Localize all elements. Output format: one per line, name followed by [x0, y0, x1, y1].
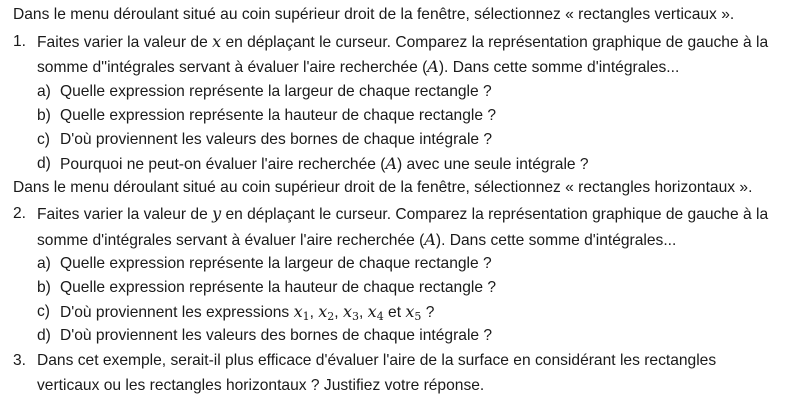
intro-horizontal-text: Dans le menu déroulant situé au coin supérieur droit de la fenêtre, sélectionnez « rectangles horizontaux ». [13, 179, 753, 196]
question-2-number: 2. [13, 205, 27, 222]
question-1a-label: a) [37, 83, 51, 100]
math-var-A: A [424, 230, 436, 249]
question-2b-label: b) [37, 279, 51, 296]
question-2d-text: D'où proviennent les valeurs des bornes de chaque intégrale ? [60, 327, 493, 344]
math-var-A: A [427, 57, 439, 76]
math-x2: $x_2$ [318, 302, 335, 323]
question-2a-text: Quelle expression représente la largeur de chaque rectangle ? [60, 255, 492, 272]
question-1-text-2: somme d''intégrales servant à évaluer l'aire recherchée (A). Dans cette somme d'intégrales... [37, 57, 680, 76]
math-var-A: A [385, 154, 398, 173]
question-3-number: 3. [13, 352, 27, 369]
question-3-text-1: Dans cet exemple, serait-il plus efficace d'évaluer l'aire de la surface en considérant les rectangles [37, 352, 717, 369]
question-1b-label: b) [37, 107, 51, 124]
math-var-y: y [212, 204, 222, 223]
math-x1: $x_1$ [293, 302, 310, 323]
question-1c-text: D'où proviennent les valeurs des bornes de chaque intégrale ? [60, 131, 493, 148]
question-1d-text: Pourquoi ne peut-on évaluer l'aire recherchée (A) avec une seule intégrale ? [60, 154, 589, 173]
question-1b-text: Quelle expression représente la hauteur de chaque rectangle ? [60, 107, 497, 124]
question-2c-label: c) [37, 303, 50, 320]
question-2a-label: a) [37, 255, 51, 272]
math-x4: $x_4$ [367, 302, 384, 323]
question-2c-text: D'où proviennent les expressions $x_1$, $x_2$, $x_3$, $x_4$ et $x_5$ ? [60, 302, 435, 323]
question-3-text-2: verticaux ou les rectangles horizontaux ? Justifiez votre réponse. [37, 377, 485, 394]
question-1a-text: Quelle expression représente la largeur de chaque rectangle ? [60, 83, 492, 100]
math-var-x: x [212, 32, 222, 51]
question-1-text-1: Faites varier la valeur de x en déplaçant le curseur. Comparez la représentation graphique de gauche à la [37, 32, 769, 51]
math-x5: $x_5$ [405, 302, 422, 323]
question-2-text-2: somme d'intégrales servant à évaluer l'aire recherchée (A). Dans cette somme d'intégrales... [37, 230, 677, 249]
math-x3: $x_3$ [342, 302, 359, 323]
question-1d-label: d) [37, 155, 51, 172]
question-1c-label: c) [37, 131, 50, 148]
intro-vertical-text: Dans le menu déroulant situé au coin supérieur droit de la fenêtre, sélectionnez « rectangles verticaux ». [13, 6, 735, 23]
question-2b-text: Quelle expression représente la hauteur de chaque rectangle ? [60, 279, 497, 296]
question-2d-label: d) [37, 327, 51, 344]
question-1-number: 1. [13, 33, 27, 50]
question-2-text-1: Faites varier la valeur de y en déplaçant le curseur. Comparez la représentation graphique de gauche à la [37, 204, 769, 223]
